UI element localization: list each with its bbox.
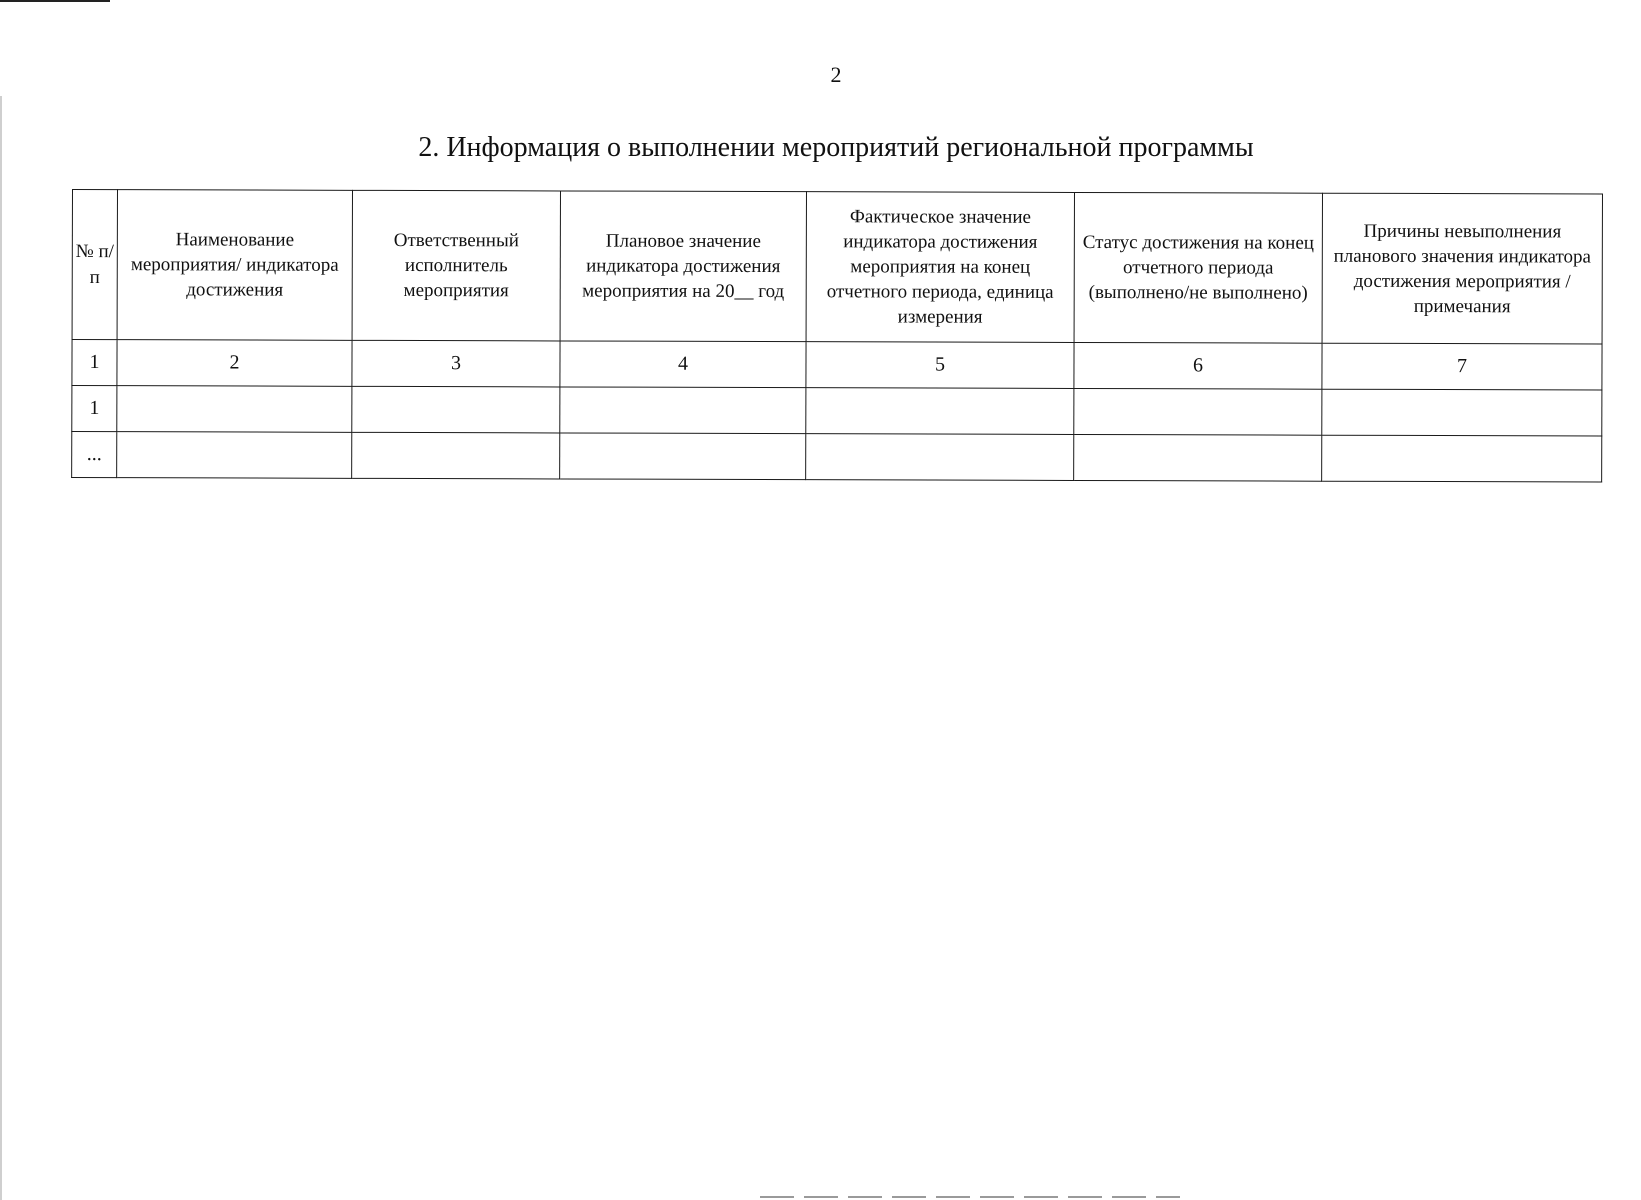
table-header-row [72, 190, 1602, 345]
header-cell-reasons-notes: Причины невыполнения планового значения индикатора достижения мероприятия / примечания [1322, 193, 1602, 344]
column-number-cell: 4 [560, 341, 806, 388]
table-cell-empty [117, 386, 352, 433]
table-cell-empty [1322, 435, 1602, 482]
section-title: 2. Информация о выполнении мероприятий региональной программы [418, 132, 1254, 163]
column-number-cell: 5 [806, 342, 1074, 389]
scan-edge-mark-bottom [760, 1196, 1180, 1198]
header-cell-activity-name: Наименование мероприятия/ индикатора достижения [117, 190, 352, 341]
column-number-cell: 2 [117, 340, 352, 387]
table-cell-row-number: ... [72, 432, 117, 478]
table-cell-empty [806, 434, 1074, 481]
header-cell-actual-value: Фактическое значение индикатора достижения мероприятия на конец отчетного периода, единица измерения [806, 192, 1074, 343]
table-cell-empty [1322, 389, 1602, 436]
table-cell-empty [560, 433, 806, 480]
table-cell-empty [1074, 388, 1322, 435]
table-cell-empty [806, 388, 1074, 435]
column-number-cell: 7 [1322, 343, 1602, 390]
table-cell-empty [352, 432, 560, 479]
header-cell-row-number: № п/п [72, 190, 117, 340]
scan-edge-mark-top [0, 0, 110, 2]
table-row [72, 386, 1602, 437]
table-cell-empty [117, 432, 352, 479]
table-row [72, 432, 1602, 483]
table-cell-empty [352, 386, 560, 433]
table-cell-empty [560, 387, 806, 434]
table-cell-row-number: 1 [72, 386, 117, 432]
column-number-cell: 1 [72, 340, 117, 386]
page-number: 2 [830, 62, 842, 87]
column-number-cell: 3 [352, 340, 560, 387]
scan-edge-mark-left [0, 96, 2, 1200]
header-cell-planned-value: Плановое значение индикатора достижения мероприятия на 20__ год [560, 191, 806, 342]
column-number-row [72, 340, 1602, 391]
header-cell-responsible-executor: Ответственный исполнитель мероприятия [352, 190, 560, 341]
column-number-cell: 6 [1074, 342, 1322, 389]
table-cell-empty [1074, 434, 1322, 481]
header-cell-achievement-status: Статус достижения на конец отчетного периода (выполнено/не выполнено) [1074, 192, 1322, 343]
report-table [71, 189, 1603, 483]
